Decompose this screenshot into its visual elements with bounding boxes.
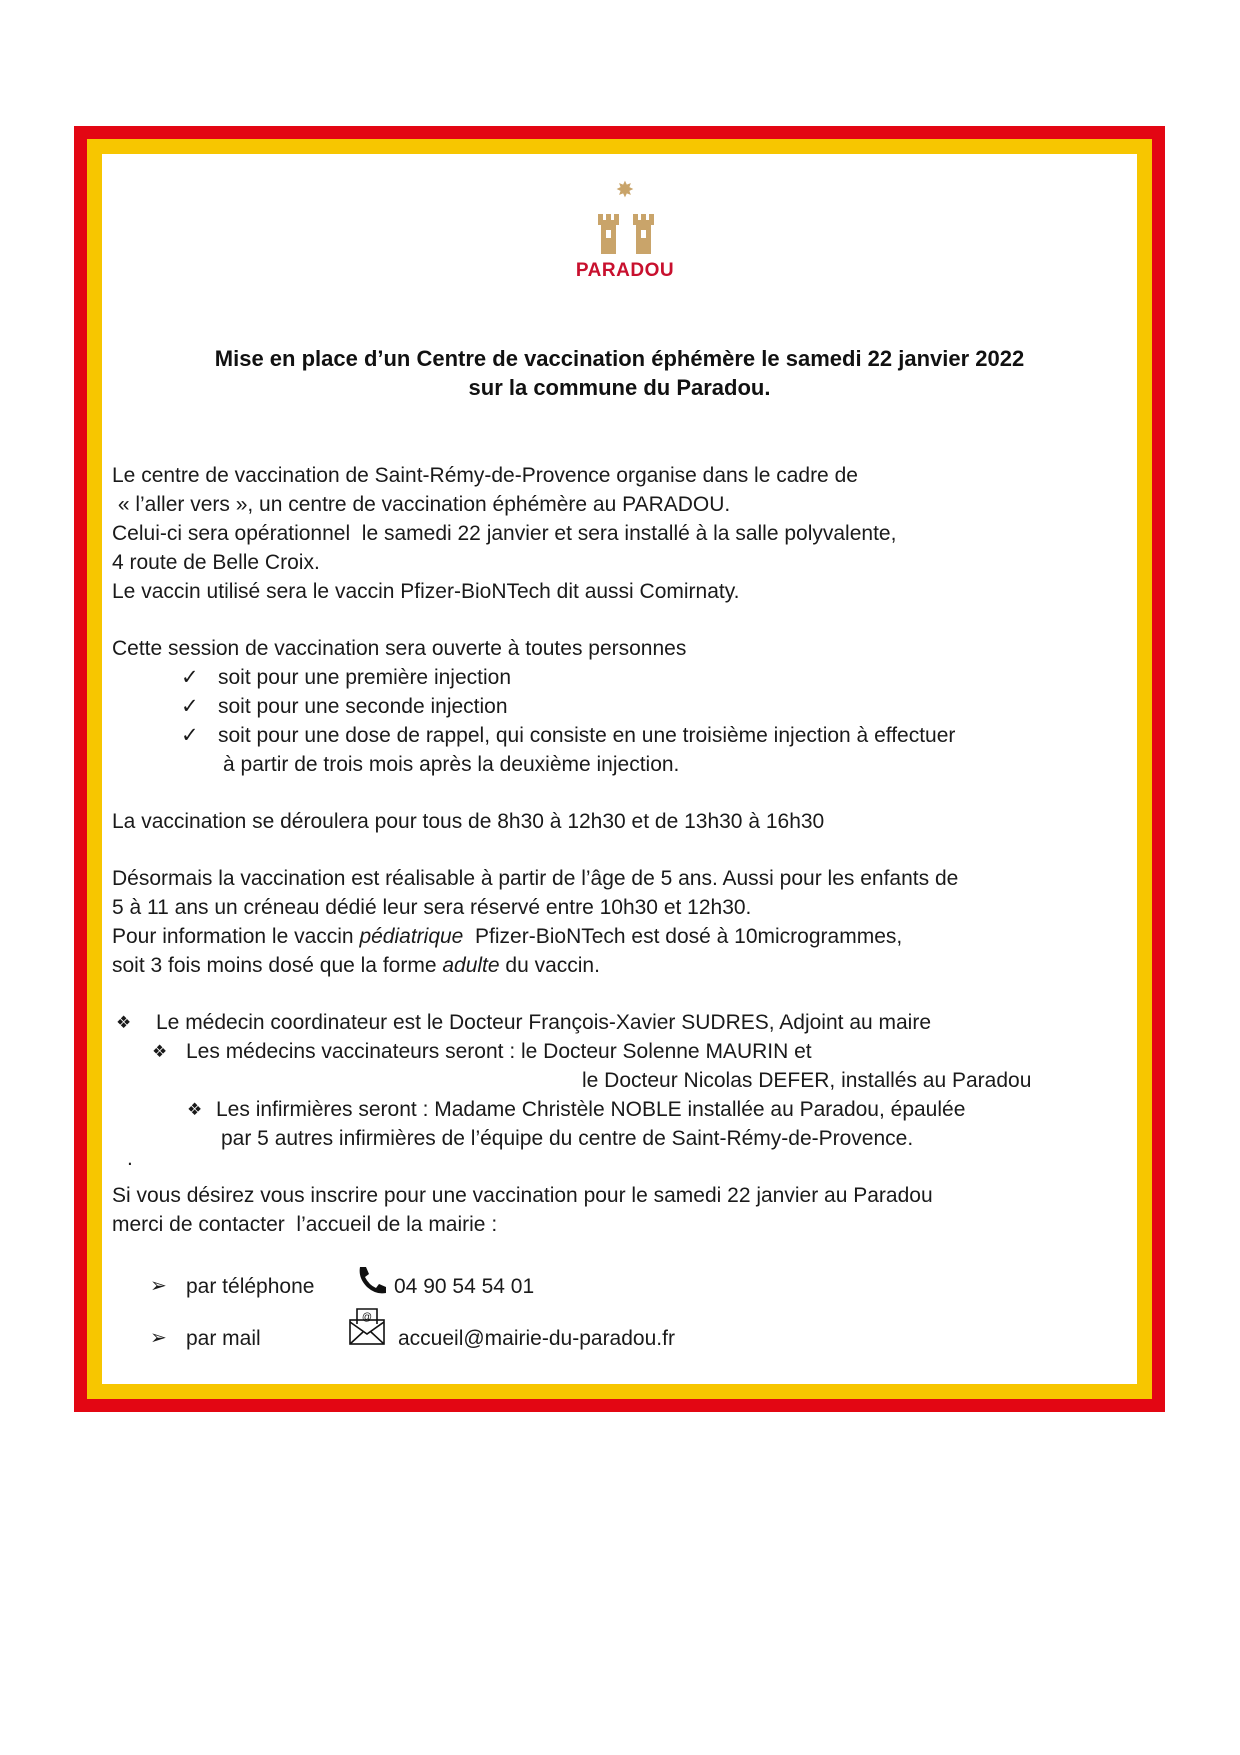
arrow-bullet-icon: ➢ <box>150 1275 167 1297</box>
diamond-bullet-icon: ❖ <box>116 1013 132 1032</box>
children-line-2: 5 à 11 ans un créneau dédié leur sera réservé entre 10h30 et 12h30. <box>112 896 752 919</box>
intro-line-2: « l’aller vers », un centre de vaccination éphémère au PARADOU. <box>112 493 731 516</box>
children-line-4 <box>112 951 600 980</box>
phone-label: par téléphone <box>186 1275 315 1298</box>
session-item-2: soit pour une seconde injection <box>218 695 508 718</box>
page-title <box>112 344 1127 402</box>
adult-emphasis: adulte <box>442 954 500 977</box>
intro-line-1: Le centre de vaccination de Saint-Rémy-de-Provence organise dans le cadre de <box>112 464 858 487</box>
logo-wordmark: PARADOU <box>575 260 675 281</box>
phone-number[interactable]: 04 90 54 54 01 <box>394 1275 535 1298</box>
arrow-bullet-icon: ➢ <box>150 1327 167 1349</box>
intro-line-4: 4 route de Belle Croix. <box>112 551 320 574</box>
children-line-3-part-b: Pfizer-BioNTech est dosé à 10microgrammes, <box>463 925 903 948</box>
svg-text:@: @ <box>361 1312 373 1323</box>
coordinator-line: Le médecin coordinateur est le Docteur François-Xavier SUDRES, Adjoint au maire <box>156 1011 932 1034</box>
children-line-3 <box>112 922 902 951</box>
check-icon: ✓ <box>181 666 199 689</box>
session-item-3-continued: à partir de trois mois après la deuxième injection. <box>223 753 680 776</box>
session-item-1: soit pour une première injection <box>218 666 511 689</box>
doctors-line-2: le Docteur Nicolas DEFER, installés au Paradou <box>582 1069 1032 1092</box>
pediatric-emphasis: pédiatrique <box>359 925 464 948</box>
nurses-line-2: par 5 autres infirmières de l’équipe du centre de Saint-Rémy-de-Provence. <box>221 1127 914 1150</box>
title-line-2: sur la commune du Paradou. <box>468 375 771 400</box>
register-line-2: merci de contacter l’accueil de la mairie : <box>112 1213 498 1236</box>
mail-envelope-icon <box>348 1306 386 1346</box>
nurses-line-1: Les infirmières seront : Madame Christèle NOBLE installée au Paradou, épaulée <box>216 1098 966 1121</box>
sun-star-icon: ✸ <box>615 177 635 202</box>
doctors-line-1: Les médecins vaccinateurs seront : le Docteur Solenne MAURIN et <box>186 1040 812 1063</box>
register-line-1: Si vous désirez vous inscrire pour une vaccination pour le samedi 22 janvier au Paradou <box>112 1184 933 1207</box>
children-line-4-part-a: soit 3 fois moins dosé que la forme <box>112 954 443 977</box>
children-line-1: Désormais la vaccination est réalisable à partir de l’âge de 5 ans. Aussi pour les enfants de <box>112 867 959 890</box>
check-icon: ✓ <box>181 695 199 718</box>
paradou-logo <box>560 178 690 288</box>
castle-towers-icon <box>596 214 656 254</box>
intro-line-3: Celui-ci sera opérationnel le samedi 22 janvier et sera installé à la salle polyvalente, <box>112 522 897 545</box>
title-line-1: Mise en place d’un Centre de vaccination éphémère le samedi 22 janvier 2022 <box>214 346 1025 371</box>
stray-dot: . <box>127 1147 133 1170</box>
mail-label: par mail <box>186 1327 261 1350</box>
diamond-bullet-icon: ❖ <box>187 1100 203 1119</box>
telephone-icon <box>354 1264 390 1296</box>
session-intro: Cette session de vaccination sera ouverte à toutes personnes <box>112 637 687 660</box>
check-icon: ✓ <box>181 724 199 747</box>
vaccination-hours: La vaccination se déroulera pour tous de 8h30 à 12h30 et de 13h30 à 16h30 <box>112 810 825 833</box>
intro-line-5: Le vaccin utilisé sera le vaccin Pfizer-BioNTech dit aussi Comirnaty. <box>112 580 740 603</box>
children-line-3-part-a: Pour information le vaccin <box>112 925 360 948</box>
session-item-3: soit pour une dose de rappel, qui consiste en une troisième injection à effectuer <box>218 724 956 747</box>
mail-address[interactable]: accueil@mairie-du-paradou.fr <box>398 1327 675 1350</box>
diamond-bullet-icon: ❖ <box>152 1042 168 1061</box>
children-line-4-part-b: du vaccin. <box>499 954 600 977</box>
